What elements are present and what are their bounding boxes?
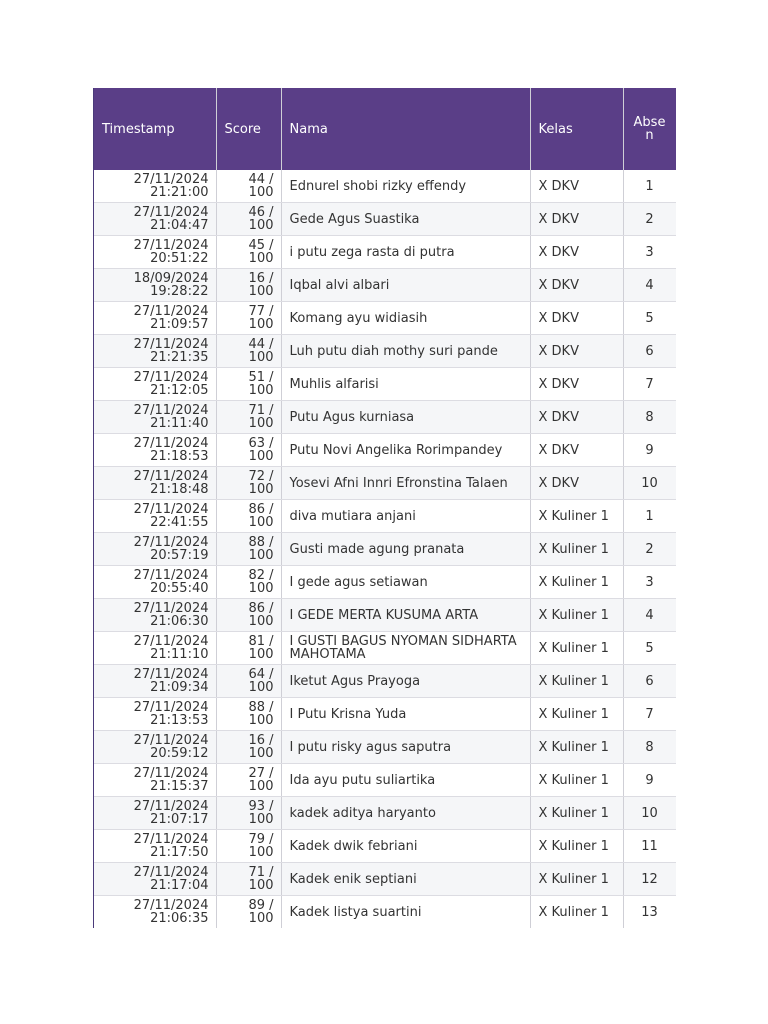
nama-cell: Komang ayu widiasih <box>281 302 530 335</box>
table-row <box>94 764 676 797</box>
kelas-cell: X DKV <box>530 236 623 269</box>
score-value: 93 / <box>248 799 274 814</box>
score-value: 71 / <box>248 865 274 880</box>
score-value: 16 / <box>248 733 274 748</box>
absen-cell: 4 <box>623 269 676 302</box>
timestamp-time: 21:06:30 <box>150 614 209 629</box>
score-sheet <box>93 88 676 928</box>
score-total: 100 <box>248 812 274 827</box>
kelas-cell: X Kuliner 1 <box>530 599 623 632</box>
kelas-cell: X Kuliner 1 <box>530 731 623 764</box>
timestamp-date: 27/11/2024 <box>133 535 209 550</box>
timestamp-time: 22:41:55 <box>150 515 209 530</box>
score-cell <box>216 698 281 731</box>
nama-cell: Iketut Agus Prayoga <box>281 665 530 698</box>
absen-cell: 5 <box>623 302 676 335</box>
nama-cell: I putu risky agus saputra <box>281 731 530 764</box>
absen-cell: 11 <box>623 830 676 863</box>
timestamp-cell <box>94 434 216 467</box>
kelas-cell: X DKV <box>530 467 623 500</box>
header-nama: Nama <box>281 88 530 170</box>
absen-cell: 8 <box>623 401 676 434</box>
timestamp-cell <box>94 566 216 599</box>
absen-cell: 10 <box>623 467 676 500</box>
table-row <box>94 533 676 566</box>
nama-cell: Ednurel shobi rizky effendy <box>281 170 530 203</box>
score-cell <box>216 896 281 929</box>
score-total: 100 <box>248 911 274 926</box>
timestamp-date: 27/11/2024 <box>133 403 209 418</box>
nama-cell: Kadek listya suartini <box>281 896 530 929</box>
score-total: 100 <box>248 350 274 365</box>
score-value: 89 / <box>248 898 274 913</box>
kelas-cell: X Kuliner 1 <box>530 764 623 797</box>
absen-cell: 2 <box>623 203 676 236</box>
timestamp-date: 27/11/2024 <box>133 865 209 880</box>
absen-cell: 8 <box>623 731 676 764</box>
timestamp-cell <box>94 236 216 269</box>
timestamp-cell <box>94 302 216 335</box>
timestamp-time: 20:55:40 <box>150 581 209 596</box>
score-value: 77 / <box>248 304 274 319</box>
table-row <box>94 599 676 632</box>
timestamp-date: 27/11/2024 <box>133 733 209 748</box>
kelas-cell: X DKV <box>530 434 623 467</box>
score-value: 82 / <box>248 568 274 583</box>
timestamp-cell <box>94 335 216 368</box>
table-row <box>94 863 676 896</box>
timestamp-date: 27/11/2024 <box>133 766 209 781</box>
table-row <box>94 335 676 368</box>
nama-cell: kadek aditya haryanto <box>281 797 530 830</box>
timestamp-date: 27/11/2024 <box>133 898 209 913</box>
score-cell <box>216 566 281 599</box>
timestamp-time: 21:18:53 <box>150 449 209 464</box>
timestamp-date: 27/11/2024 <box>133 304 209 319</box>
timestamp-cell <box>94 203 216 236</box>
timestamp-time: 21:11:40 <box>150 416 209 431</box>
score-value: 88 / <box>248 700 274 715</box>
absen-cell: 4 <box>623 599 676 632</box>
kelas-cell: X DKV <box>530 269 623 302</box>
score-total: 100 <box>248 779 274 794</box>
timestamp-time: 21:15:37 <box>150 779 209 794</box>
score-total: 100 <box>248 515 274 530</box>
nama-cell: Putu Novi Angelika Rorimpandey <box>281 434 530 467</box>
timestamp-date: 27/11/2024 <box>133 469 209 484</box>
timestamp-time: 21:18:48 <box>150 482 209 497</box>
kelas-cell: X Kuliner 1 <box>530 632 623 665</box>
timestamp-cell <box>94 467 216 500</box>
score-cell <box>216 830 281 863</box>
header-absen: Absen <box>623 88 676 170</box>
nama-cell: Yosevi Afni Innri Efronstina Talaen <box>281 467 530 500</box>
timestamp-cell <box>94 269 216 302</box>
score-cell <box>216 434 281 467</box>
kelas-cell: X DKV <box>530 368 623 401</box>
absen-cell: 9 <box>623 764 676 797</box>
timestamp-date: 27/11/2024 <box>133 799 209 814</box>
nama-cell: I Putu Krisna Yuda <box>281 698 530 731</box>
header-kelas: Kelas <box>530 88 623 170</box>
kelas-cell: X DKV <box>530 401 623 434</box>
nama-cell: i putu zega rasta di putra <box>281 236 530 269</box>
score-cell <box>216 632 281 665</box>
timestamp-date: 27/11/2024 <box>133 700 209 715</box>
score-total: 100 <box>248 614 274 629</box>
score-total: 100 <box>248 185 274 200</box>
score-value: 45 / <box>248 238 274 253</box>
nama-cell: Kadek dwik febriani <box>281 830 530 863</box>
score-total: 100 <box>248 713 274 728</box>
score-value: 88 / <box>248 535 274 550</box>
timestamp-date: 27/11/2024 <box>133 634 209 649</box>
score-total: 100 <box>248 878 274 893</box>
table-row <box>94 368 676 401</box>
timestamp-time: 21:06:35 <box>150 911 209 926</box>
score-value: 79 / <box>248 832 274 847</box>
score-total: 100 <box>248 416 274 431</box>
nama-cell: Luh putu diah mothy suri pande <box>281 335 530 368</box>
score-total: 100 <box>248 317 274 332</box>
timestamp-cell <box>94 797 216 830</box>
table-row <box>94 830 676 863</box>
absen-cell: 12 <box>623 863 676 896</box>
timestamp-time: 21:21:35 <box>150 350 209 365</box>
timestamp-cell <box>94 863 216 896</box>
score-cell <box>216 500 281 533</box>
nama-cell: Gusti made agung pranata <box>281 533 530 566</box>
timestamp-date: 27/11/2024 <box>133 436 209 451</box>
score-total: 100 <box>248 482 274 497</box>
absen-cell: 13 <box>623 896 676 929</box>
score-cell <box>216 170 281 203</box>
timestamp-cell <box>94 401 216 434</box>
nama-cell: I GEDE MERTA KUSUMA ARTA <box>281 599 530 632</box>
timestamp-time: 21:09:34 <box>150 680 209 695</box>
timestamp-date: 27/11/2024 <box>133 667 209 682</box>
nama-cell: Putu Agus kurniasa <box>281 401 530 434</box>
absen-cell: 2 <box>623 533 676 566</box>
score-total: 100 <box>248 218 274 233</box>
score-value: 86 / <box>248 502 274 517</box>
absen-cell: 6 <box>623 335 676 368</box>
timestamp-time: 21:12:05 <box>150 383 209 398</box>
timestamp-date: 27/11/2024 <box>133 568 209 583</box>
score-value: 44 / <box>248 172 274 187</box>
kelas-cell: X Kuliner 1 <box>530 566 623 599</box>
kelas-cell: X Kuliner 1 <box>530 698 623 731</box>
score-cell <box>216 302 281 335</box>
score-cell <box>216 599 281 632</box>
score-cell <box>216 236 281 269</box>
timestamp-cell <box>94 665 216 698</box>
table-row <box>94 632 676 665</box>
timestamp-time: 21:04:47 <box>150 218 209 233</box>
score-value: 51 / <box>248 370 274 385</box>
score-total: 100 <box>248 383 274 398</box>
table-row <box>94 401 676 434</box>
nama-cell: I GUSTI BAGUS NYOMAN SIDHARTA MAHOTAMA <box>281 632 530 665</box>
table-row <box>94 896 676 929</box>
table-row <box>94 236 676 269</box>
kelas-cell: X Kuliner 1 <box>530 533 623 566</box>
absen-cell: 9 <box>623 434 676 467</box>
absen-cell: 1 <box>623 170 676 203</box>
score-total: 100 <box>248 647 274 662</box>
kelas-cell: X Kuliner 1 <box>530 863 623 896</box>
score-total: 100 <box>248 284 274 299</box>
table-row <box>94 302 676 335</box>
timestamp-date: 27/11/2024 <box>133 370 209 385</box>
table-row <box>94 467 676 500</box>
kelas-cell: X Kuliner 1 <box>530 830 623 863</box>
timestamp-time: 19:28:22 <box>150 284 209 299</box>
absen-cell: 5 <box>623 632 676 665</box>
score-cell <box>216 401 281 434</box>
header-timestamp: Timestamp <box>94 88 216 170</box>
score-value: 81 / <box>248 634 274 649</box>
table-row <box>94 731 676 764</box>
nama-cell: Iqbal alvi albari <box>281 269 530 302</box>
absen-cell: 7 <box>623 698 676 731</box>
score-total: 100 <box>248 449 274 464</box>
kelas-cell: X DKV <box>530 335 623 368</box>
score-cell <box>216 764 281 797</box>
score-total: 100 <box>248 680 274 695</box>
timestamp-cell <box>94 731 216 764</box>
timestamp-date: 27/11/2024 <box>133 205 209 220</box>
nama-cell: Gede Agus Suastika <box>281 203 530 236</box>
nama-cell: Ida ayu putu suliartika <box>281 764 530 797</box>
kelas-cell: X DKV <box>530 170 623 203</box>
absen-cell: 3 <box>623 566 676 599</box>
absen-cell: 3 <box>623 236 676 269</box>
timestamp-cell <box>94 632 216 665</box>
timestamp-cell <box>94 896 216 929</box>
score-cell <box>216 335 281 368</box>
table-row <box>94 500 676 533</box>
timestamp-time: 21:17:04 <box>150 878 209 893</box>
header-score: Score <box>216 88 281 170</box>
timestamp-time: 20:57:19 <box>150 548 209 563</box>
score-cell <box>216 368 281 401</box>
timestamp-date: 27/11/2024 <box>133 502 209 517</box>
timestamp-date: 27/11/2024 <box>133 337 209 352</box>
table-row <box>94 698 676 731</box>
timestamp-cell <box>94 533 216 566</box>
absen-cell: 7 <box>623 368 676 401</box>
score-cell <box>216 731 281 764</box>
absen-cell: 10 <box>623 797 676 830</box>
kelas-cell: X DKV <box>530 302 623 335</box>
timestamp-cell <box>94 698 216 731</box>
score-value: 44 / <box>248 337 274 352</box>
score-total: 100 <box>248 251 274 266</box>
table-row <box>94 566 676 599</box>
score-value: 27 / <box>248 766 274 781</box>
timestamp-time: 21:21:00 <box>150 185 209 200</box>
score-value: 64 / <box>248 667 274 682</box>
timestamp-time: 21:07:17 <box>150 812 209 827</box>
table-row <box>94 665 676 698</box>
timestamp-cell <box>94 599 216 632</box>
kelas-cell: X DKV <box>530 203 623 236</box>
kelas-cell: X Kuliner 1 <box>530 896 623 929</box>
timestamp-time: 21:17:50 <box>150 845 209 860</box>
table-row <box>94 203 676 236</box>
score-cell <box>216 467 281 500</box>
absen-cell: 1 <box>623 500 676 533</box>
score-value: 16 / <box>248 271 274 286</box>
nama-cell: Kadek enik septiani <box>281 863 530 896</box>
absen-cell: 6 <box>623 665 676 698</box>
timestamp-cell <box>94 368 216 401</box>
score-value: 46 / <box>248 205 274 220</box>
timestamp-date: 27/11/2024 <box>133 238 209 253</box>
table-row <box>94 797 676 830</box>
header-row <box>94 88 676 170</box>
score-cell <box>216 863 281 896</box>
score-cell <box>216 665 281 698</box>
score-total: 100 <box>248 581 274 596</box>
timestamp-cell <box>94 170 216 203</box>
timestamp-cell <box>94 764 216 797</box>
score-cell <box>216 533 281 566</box>
timestamp-cell <box>94 500 216 533</box>
score-cell <box>216 203 281 236</box>
results-table <box>94 88 676 928</box>
score-value: 86 / <box>248 601 274 616</box>
score-total: 100 <box>248 548 274 563</box>
nama-cell: diva mutiara anjani <box>281 500 530 533</box>
nama-cell: I gede agus setiawan <box>281 566 530 599</box>
timestamp-date: 27/11/2024 <box>133 601 209 616</box>
score-value: 72 / <box>248 469 274 484</box>
table-row <box>94 434 676 467</box>
score-cell <box>216 797 281 830</box>
kelas-cell: X Kuliner 1 <box>530 500 623 533</box>
timestamp-date: 18/09/2024 <box>133 271 209 286</box>
kelas-cell: X Kuliner 1 <box>530 797 623 830</box>
timestamp-date: 27/11/2024 <box>133 832 209 847</box>
timestamp-time: 21:11:10 <box>150 647 209 662</box>
table-body <box>94 170 676 928</box>
score-value: 71 / <box>248 403 274 418</box>
score-total: 100 <box>248 746 274 761</box>
timestamp-cell <box>94 830 216 863</box>
score-value: 63 / <box>248 436 274 451</box>
timestamp-date: 27/11/2024 <box>133 172 209 187</box>
timestamp-time: 20:59:12 <box>150 746 209 761</box>
score-total: 100 <box>248 845 274 860</box>
timestamp-time: 20:51:22 <box>150 251 209 266</box>
table-row <box>94 269 676 302</box>
score-cell <box>216 269 281 302</box>
kelas-cell: X Kuliner 1 <box>530 665 623 698</box>
nama-cell: Muhlis alfarisi <box>281 368 530 401</box>
table-row <box>94 170 676 203</box>
timestamp-time: 21:13:53 <box>150 713 209 728</box>
timestamp-time: 21:09:57 <box>150 317 209 332</box>
